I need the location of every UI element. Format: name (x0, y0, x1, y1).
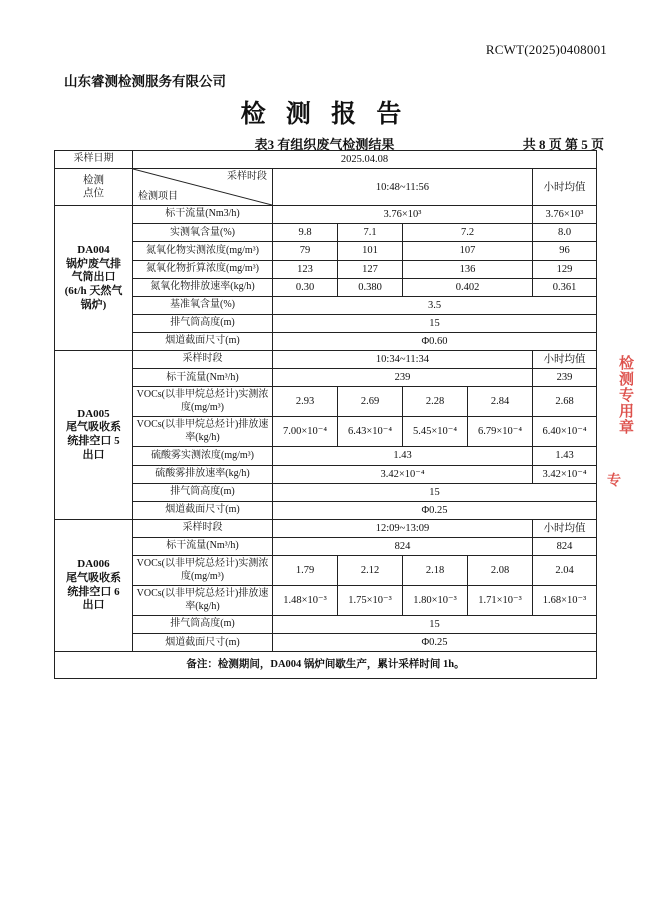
table-row (55, 206, 597, 224)
row-label: 氮氧化物折算浓度(mg/m³) (133, 260, 273, 278)
table-row (55, 634, 597, 652)
row-value: 2.18 (403, 556, 468, 586)
row-value: 7.2 (403, 224, 533, 242)
row-value-span: 3.5 (273, 296, 597, 314)
row-label: 排气筒高度(m) (133, 314, 273, 332)
table-row (55, 465, 597, 483)
row-value: 123 (273, 260, 338, 278)
table-row (55, 314, 597, 332)
point-header (55, 169, 133, 206)
row-label: 烟道截面尺寸(m) (133, 634, 273, 652)
table-row (55, 278, 597, 296)
row-average: 2.68 (533, 387, 597, 417)
group2-average-header: 小时均值 (533, 519, 597, 537)
group2-name-line3: 统排空口 6 (67, 585, 120, 598)
row-average: 96 (533, 242, 597, 260)
row-value: 0.380 (338, 278, 403, 296)
period-header-label: 采样时段 (227, 171, 267, 183)
row-value: 2.84 (468, 387, 533, 417)
row-label: 基准氧含量(%) (133, 296, 273, 314)
row-label: 硫酸雾实测浓度(mg/m³) (133, 447, 273, 465)
row-label: 实测氧含量(%) (133, 224, 273, 242)
point-header-line1: 检测 (83, 175, 104, 186)
row-average: 8.0 (533, 224, 597, 242)
company-name: 山东睿测检测服务有限公司 (64, 74, 226, 89)
row-value: 136 (403, 260, 533, 278)
row-value-span: 1.43 (273, 447, 533, 465)
row-label: 氮氧化物实测浓度(mg/m³) (133, 242, 273, 260)
group2-name-line2: 尾气吸收系 (66, 571, 121, 584)
row-label: 排气筒高度(m) (133, 483, 273, 501)
row-label: 标干流量(Nm³/h) (133, 369, 273, 387)
point-header-line2: 点位 (83, 188, 104, 200)
row-label: VOCs(以非甲烷总烃计)排放速率(kg/h) (133, 417, 273, 447)
row-label: VOCs(以非甲烷总烃计)排放速率(kg/h) (133, 586, 273, 616)
table-row (55, 351, 597, 369)
row-average: 6.40×10⁻⁴ (533, 417, 597, 447)
row-average: 2.04 (533, 556, 597, 586)
table-row (55, 151, 597, 169)
table-row (55, 501, 597, 519)
row-average: 3.76×10³ (533, 206, 597, 224)
item-period-split-header (133, 169, 273, 206)
row-label: 排气筒高度(m) (133, 616, 273, 634)
group0-average-header: 小时均值 (533, 169, 597, 206)
row-value-span: 15 (273, 616, 597, 634)
table-row (55, 224, 597, 242)
group2-name-line4: 出口 (82, 599, 105, 612)
page-number-info: 共 8 页 第 5 页 (522, 137, 604, 152)
row-value: 107 (403, 242, 533, 260)
row-label: 标干流量(Nm3/h) (133, 206, 273, 224)
red-seal-mark: 专 (607, 474, 621, 489)
table-row (55, 387, 597, 417)
row-average: 1.68×10⁻³ (533, 586, 597, 616)
row-value: 101 (338, 242, 403, 260)
row-value: 2.08 (468, 556, 533, 586)
group2-name (55, 519, 133, 652)
group1-name (55, 351, 133, 520)
table-header-row (55, 169, 597, 206)
row-value: 1.80×10⁻³ (403, 586, 468, 616)
row-value: 2.28 (403, 387, 468, 417)
group0-name (55, 206, 133, 351)
group0-name-line2: 锅炉废气排 (66, 257, 121, 270)
row-average: 0.361 (533, 278, 597, 296)
group2-period-label: 采样时段 (133, 519, 273, 537)
group1-name-line1: DA005 (77, 407, 110, 420)
row-value: 0.30 (273, 278, 338, 296)
emission-results-table (54, 150, 597, 679)
row-average: 239 (533, 369, 597, 387)
table-row (55, 242, 597, 260)
table-row (55, 260, 597, 278)
group1-name-line2: 尾气吸收系 (66, 421, 121, 434)
group0-name-line5: 锅炉) (80, 298, 107, 311)
group1-name-line3: 统排空口 5 (67, 435, 120, 447)
row-value: 79 (273, 242, 338, 260)
row-value: 6.43×10⁻⁴ (338, 417, 403, 447)
group1-average-header: 小时均值 (533, 351, 597, 369)
group1-period-label: 采样时段 (133, 351, 273, 369)
row-value: 1.71×10⁻³ (468, 586, 533, 616)
table-row (55, 483, 597, 501)
sample-date-value: 2025.04.08 (133, 151, 597, 169)
row-value: 2.69 (338, 387, 403, 417)
table-row (55, 447, 597, 465)
row-label: 氮氧化物排放速率(kg/h) (133, 278, 273, 296)
row-average: 3.42×10⁻⁴ (533, 465, 597, 483)
group1-period-value: 10:34~11:34 (273, 351, 533, 369)
row-value-span: 3.76×10³ (273, 206, 533, 224)
row-value: 7.00×10⁻⁴ (273, 417, 338, 447)
table-row (55, 417, 597, 447)
table-caption: 表3 有组织废气检测结果 (254, 137, 395, 152)
row-value-span: 3.42×10⁻⁴ (273, 465, 533, 483)
row-value-span: 824 (273, 538, 533, 556)
row-value-span: 15 (273, 483, 597, 501)
row-value: 2.12 (338, 556, 403, 586)
group0-name-line3: 气筒出口 (71, 271, 116, 284)
row-value-span: Φ0.60 (273, 333, 597, 351)
note-text: 备注：检测期间，DA004 锅炉间歇生产，累计采样时间 1h。 (55, 652, 597, 678)
row-label: 烟道截面尺寸(m) (133, 501, 273, 519)
row-label: 烟道截面尺寸(m) (133, 333, 273, 351)
table-row (55, 616, 597, 634)
page-title: 检 测 报 告 (240, 101, 409, 128)
row-value-span: Φ0.25 (273, 634, 597, 652)
table-row (55, 296, 597, 314)
row-label: 标干流量(Nm³/h) (133, 538, 273, 556)
row-value: 127 (338, 260, 403, 278)
row-value-span: 239 (273, 369, 533, 387)
item-header-label: 检测项目 (138, 190, 178, 202)
row-value: 1.79 (273, 556, 338, 586)
row-value: 1.75×10⁻³ (338, 586, 403, 616)
row-value: 0.402 (403, 278, 533, 296)
group2-period-value: 12:09~13:09 (273, 519, 533, 537)
red-seal-stamp: 检测专用章 (617, 355, 633, 435)
row-average: 824 (533, 538, 597, 556)
row-label: VOCs(以非甲烷总烃计)实测浓度(mg/m³) (133, 387, 273, 417)
group2-name-line1: DA006 (77, 558, 110, 571)
table-row (55, 369, 597, 387)
row-average: 129 (533, 260, 597, 278)
row-value: 1.48×10⁻³ (273, 586, 338, 616)
row-label: 硫酸雾排放速率(kg/h) (133, 465, 273, 483)
row-value: 6.79×10⁻⁴ (468, 417, 533, 447)
row-value-span: 15 (273, 314, 597, 332)
group1-name-line4: 出口 (82, 448, 105, 461)
row-value-span: Φ0.25 (273, 501, 597, 519)
group0-name-line1: DA004 (77, 243, 110, 256)
document-number: RCWT(2025)0408001 (485, 42, 607, 57)
group0-name-line4: (6t/h 天然气 (64, 285, 123, 297)
table-row (55, 586, 597, 616)
row-value: 9.8 (273, 224, 338, 242)
table-row (55, 556, 597, 586)
row-label: VOCs(以非甲烷总烃计)实测浓度(mg/m³) (133, 556, 273, 586)
table-row (55, 538, 597, 556)
row-value: 2.93 (273, 387, 338, 417)
table-row (55, 333, 597, 351)
row-value: 5.45×10⁻⁴ (403, 417, 468, 447)
row-average: 1.43 (533, 447, 597, 465)
group0-period-value: 10:48~11:56 (273, 169, 533, 206)
table-note-row (55, 652, 597, 678)
sample-date-label: 采样日期 (55, 151, 133, 169)
table-row (55, 519, 597, 537)
row-value: 7.1 (338, 224, 403, 242)
